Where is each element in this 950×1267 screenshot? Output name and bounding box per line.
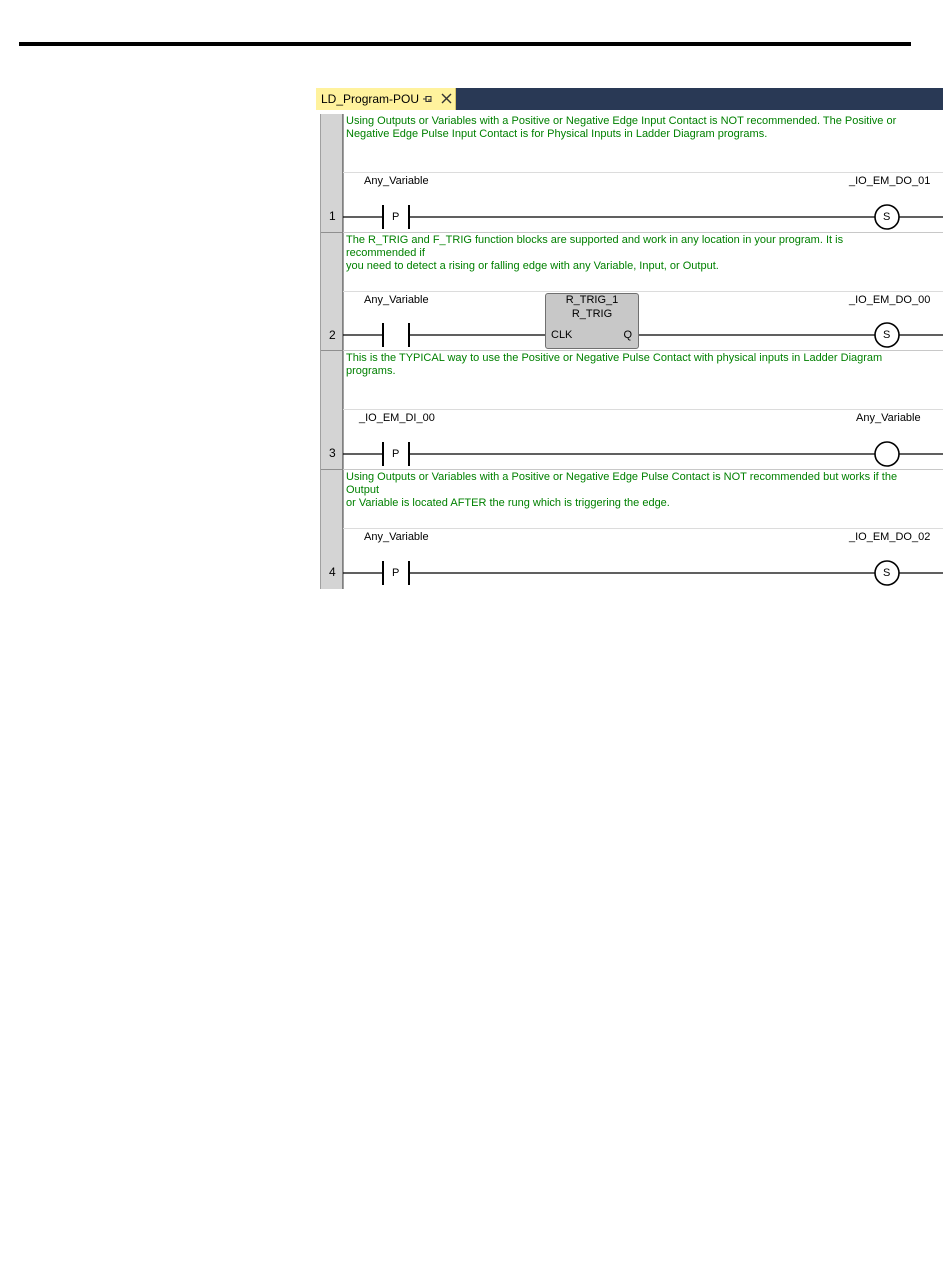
coil-variable[interactable]: _IO_EM_DO_00	[849, 294, 931, 306]
coil-type-letter: S	[883, 211, 891, 223]
tab-ld-program-pou[interactable]	[316, 88, 456, 110]
rung-number: 4	[329, 565, 336, 579]
page-header-rule	[19, 42, 911, 46]
rung-gutter-cell[interactable]	[321, 233, 343, 351]
rung-2[interactable]	[343, 233, 943, 351]
comment-line: Using Outputs or Variables with a Positive or Negative Edge Input Contact is NOT recommended. The Positive or	[346, 115, 897, 127]
contact-type-letter: P	[392, 211, 400, 223]
rung-4[interactable]	[343, 470, 943, 589]
coil-type-letter: S	[883, 567, 891, 579]
coil-variable[interactable]: Any_Variable	[856, 412, 921, 424]
document-tab-bar	[316, 88, 943, 110]
comment-line: you need to detect a rising or falling edge with any Variable, Input, or Output.	[346, 260, 719, 272]
contact-variable[interactable]: Any_Variable	[364, 531, 429, 543]
coil-type-letter: S	[883, 329, 891, 341]
coil-variable[interactable]: _IO_EM_DO_01	[849, 175, 931, 187]
rung-gutter-cell[interactable]	[321, 470, 343, 589]
rung-1[interactable]	[343, 114, 943, 233]
coil-symbol	[875, 442, 899, 466]
function-block-r-trig[interactable]	[545, 293, 639, 349]
rung-number: 2	[329, 328, 336, 342]
rung-number: 3	[329, 446, 336, 460]
pin-icon[interactable]	[422, 93, 434, 105]
contact-variable[interactable]: Any_Variable	[364, 175, 429, 187]
contact-variable[interactable]: _IO_EM_DI_00	[359, 412, 435, 424]
rung-number: 1	[329, 209, 336, 223]
rung-wire	[343, 114, 943, 233]
comment-line: Using Outputs or Variables with a Positive or Negative Edge Pulse Contact is NOT recommended but works if the Output	[346, 471, 898, 496]
tab-label: LD_Program-POU	[321, 92, 420, 106]
comment-line: or Variable is located AFTER the rung which is triggering the edge.	[346, 497, 670, 509]
contact-variable[interactable]: Any_Variable	[364, 294, 429, 306]
comment-line: The R_TRIG and F_TRIG function blocks are supported and work in any location in your program. It is recommended if	[346, 234, 844, 259]
close-icon[interactable]	[440, 92, 453, 105]
fb-type-name: R_TRIG	[571, 308, 613, 320]
rung-wire	[343, 470, 943, 589]
contact-type-letter: P	[392, 567, 400, 579]
rung-wire	[343, 351, 943, 470]
fb-input-pin: CLK	[551, 329, 573, 341]
rung-wire	[343, 233, 943, 351]
coil-variable[interactable]: _IO_EM_DO_02	[849, 531, 931, 543]
rung-gutter-cell[interactable]	[321, 114, 343, 233]
ladder-editor	[316, 88, 943, 594]
contact-type-letter: P	[392, 448, 400, 460]
fb-instance-name[interactable]: R_TRIG_1	[565, 294, 619, 306]
fb-output-pin: Q	[623, 329, 632, 341]
rung-number-gutter	[320, 114, 344, 589]
rung-3[interactable]	[343, 351, 943, 470]
comment-line: Negative Edge Pulse Input Contact is for Physical Inputs in Ladder Diagram programs.	[346, 128, 768, 140]
rung-gutter-cell[interactable]	[321, 351, 343, 470]
comment-line: This is the TYPICAL way to use the Positive or Negative Pulse Contact with physical inputs in Ladder Diagram programs.	[346, 352, 883, 377]
